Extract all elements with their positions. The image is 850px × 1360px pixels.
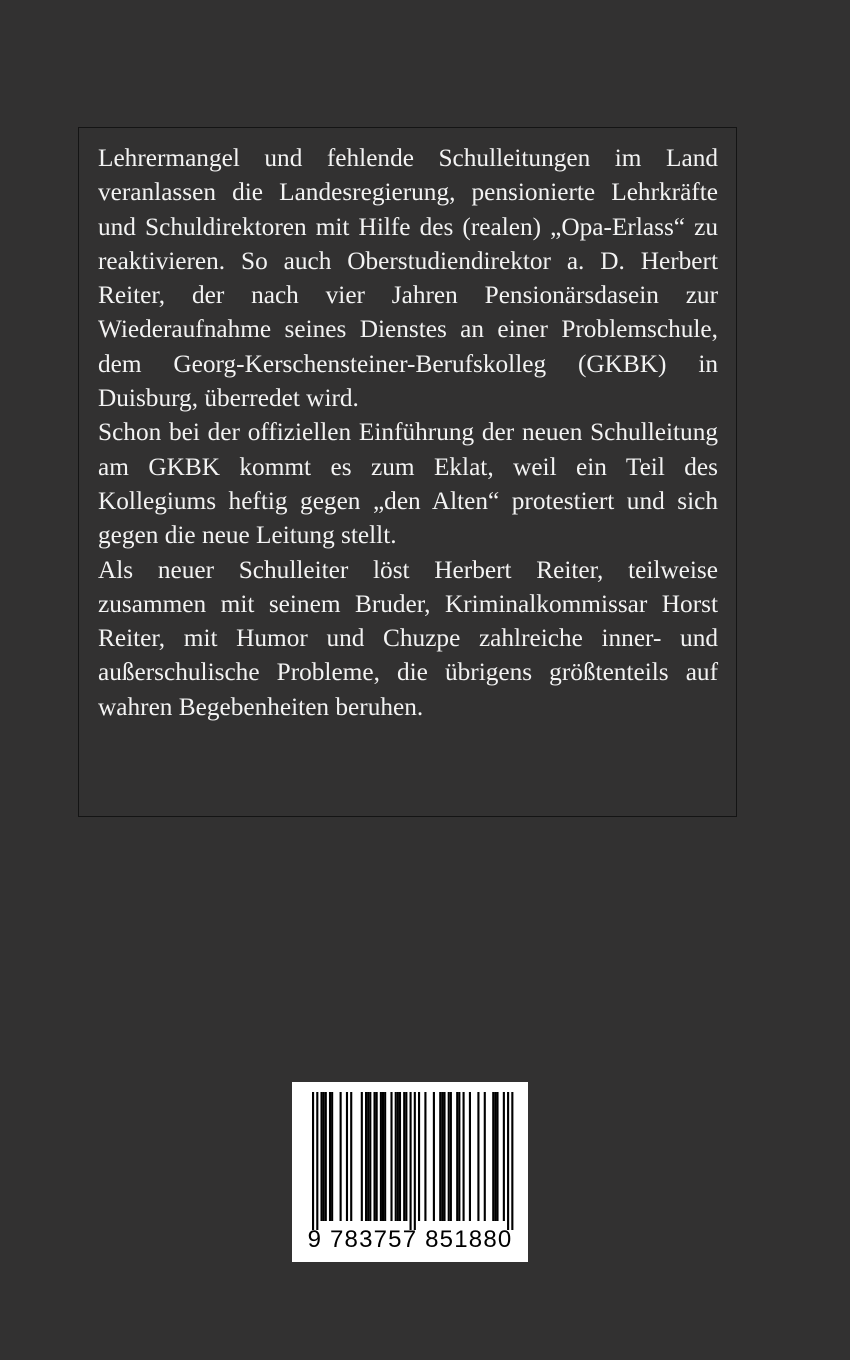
barcode-bar xyxy=(494,1092,496,1221)
barcode-guard-bar xyxy=(316,1092,318,1230)
barcode-bar xyxy=(448,1092,450,1221)
barcode-bar xyxy=(369,1092,371,1221)
barcode-bar xyxy=(376,1092,378,1221)
blurb-paragraph-3: Als neuer Schulleiter löst Herbert Reiter, teilweise zusammen mit seinem Bruder, Kriminalkommissar Horst Reiter, mit Humor und Chuzpe zahlreiche inner- und außerschulische Probleme, die übrigens größtenteils auf wahren Begebenheiten beruhen. xyxy=(98,555,718,721)
barcode-bar xyxy=(477,1092,479,1221)
barcode-bar xyxy=(458,1092,460,1221)
barcode-bar xyxy=(439,1092,441,1221)
barcode-bar xyxy=(469,1092,471,1221)
barcode-guard-bar xyxy=(410,1092,412,1230)
barcode-guard-bar xyxy=(507,1092,509,1230)
barcode-guard-bar xyxy=(414,1092,416,1230)
barcode-bar xyxy=(433,1092,435,1221)
barcode-bar xyxy=(325,1092,327,1221)
barcode-bar xyxy=(496,1092,498,1221)
barcode-bar xyxy=(418,1092,420,1221)
barcode-bar xyxy=(403,1092,405,1221)
barcode-bar xyxy=(373,1092,375,1221)
barcode-bar xyxy=(367,1092,369,1221)
isbn-digits: 9 783757 851880 xyxy=(307,1226,513,1253)
barcode-bar xyxy=(395,1092,397,1221)
barcode-bar xyxy=(463,1092,465,1221)
barcode-bar xyxy=(484,1092,486,1221)
barcode-bar xyxy=(346,1092,348,1221)
barcode-bar xyxy=(361,1092,363,1221)
barcode-bar xyxy=(340,1092,342,1221)
barcode-guard-bar xyxy=(511,1092,513,1230)
blurb-box xyxy=(78,127,737,817)
barcode-bar xyxy=(329,1092,331,1221)
barcode-bar xyxy=(323,1092,325,1221)
barcode-bar xyxy=(384,1092,386,1221)
barcode-bar xyxy=(405,1092,407,1221)
barcode-guard-bar xyxy=(312,1092,314,1230)
barcode-bar xyxy=(456,1092,458,1221)
barcode-bar xyxy=(382,1092,384,1221)
barcode-bar xyxy=(320,1092,322,1221)
barcode-bar xyxy=(350,1092,352,1221)
barcode-bar xyxy=(331,1092,333,1221)
barcode-bar xyxy=(443,1092,445,1221)
barcode-bar xyxy=(397,1092,399,1221)
barcode-bar xyxy=(492,1092,494,1221)
barcode-bar xyxy=(503,1092,505,1221)
barcode-bar xyxy=(390,1092,392,1221)
barcode-bar xyxy=(441,1092,443,1221)
barcode-bar xyxy=(424,1092,426,1221)
barcode-bar xyxy=(399,1092,401,1221)
barcode-bar xyxy=(450,1092,452,1221)
barcode-bar xyxy=(365,1092,367,1221)
blurb-paragraph-2: Schon bei der offiziellen Einführung der neuen Schulleitung am GKBK kommt es zum Eklat, weil ein Teil des Kollegiums heftig gegen „den Alten“ protestiert und sich gegen die neue Leitung stellt. xyxy=(98,418,718,550)
isbn-barcode xyxy=(292,1082,528,1262)
blurb-paragraph-1: Lehrermangel und fehlende Schulleitungen im Land veranlassen die Landesregierung, pensionierte Lehrkräfte und Schuldirektoren mit Hilfe des (realen) „Opa-Erlass“ zu reaktivieren. So auch Oberstudiendirektor a. D. Herbert Reiter, der nach vier Jahren Pensionärsdasein zur Wiederaufnahme seines Dienstes an einer Problemschule, dem Georg-Kerschensteiner-Berufskolleg (GKBK) in Duisburg, überredet wird. xyxy=(98,144,718,413)
barcode-bar xyxy=(380,1092,382,1221)
